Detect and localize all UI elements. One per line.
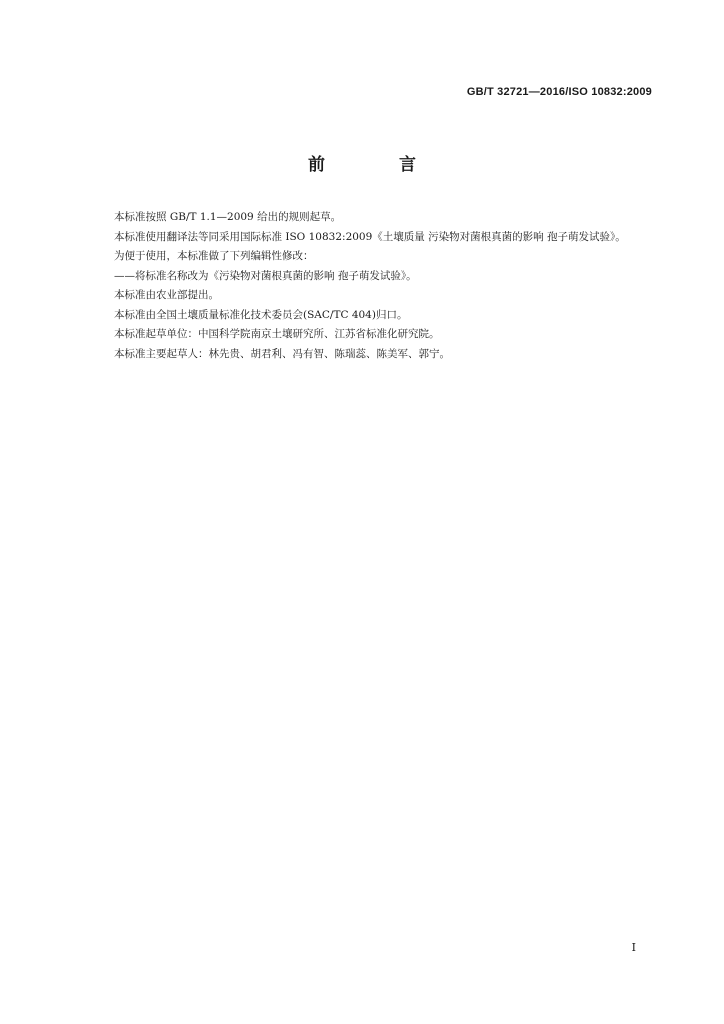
paragraph-drafting-units: 本标准起草单位：中国科学院南京土壤研究所、江苏省标准化研究院。: [114, 328, 440, 340]
foreword-body: [93, 208, 653, 364]
paragraph-drafting-rules: 本标准按照 GB/T 1.1—2009 给出的规则起草。: [114, 211, 342, 223]
page-title: 前 言: [308, 155, 450, 175]
page-number: I: [631, 941, 636, 954]
paragraph-proposed-by: 本标准由农业部提出。: [114, 289, 219, 301]
standard-code-header: GB/T 32721—2016/ISO 10832:2009: [466, 86, 652, 98]
paragraph-editorial-changes: 为便于使用，本标准做了下列编辑性修改：: [114, 250, 314, 262]
paragraph-under-jurisdiction: 本标准由全国土壤质量标准化技术委员会(SAC/TC 404)归口。: [114, 308, 408, 321]
paragraph-renamed-title: ——将标准名称改为《污染物对菌根真菌的影响 孢子萌发试验》。: [114, 269, 417, 282]
paragraph-adoption: 本标准使用翻译法等同采用国际标准 ISO 10832:2009《土壤质量 污染物对菌根真菌的影响 孢子萌发试验》。: [114, 230, 626, 243]
paragraph-drafters: 本标准主要起草人：林先贵、胡君利、冯有智、陈瑞蕊、陈美军、郭宁。: [114, 347, 450, 360]
